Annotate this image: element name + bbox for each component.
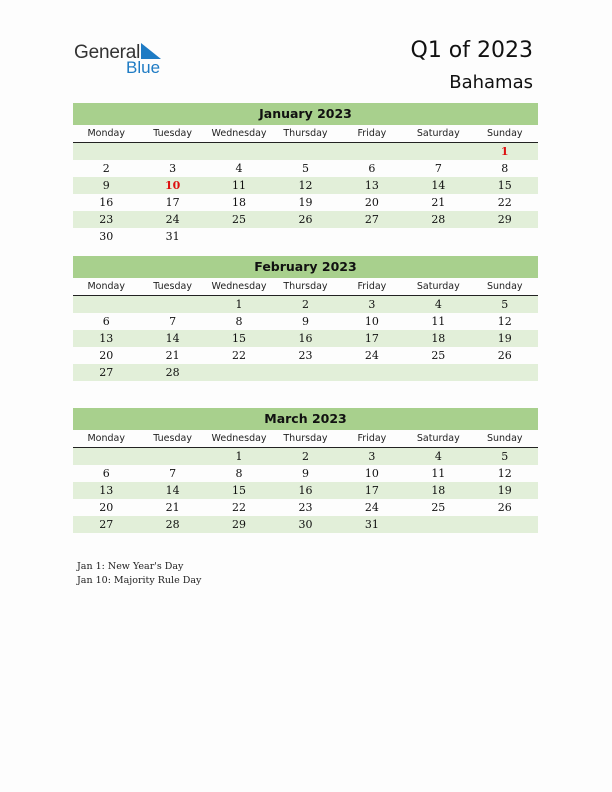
holiday-note: Jan 10: Majority Rule Day [77,575,202,586]
weekday-label: Monday [87,128,125,139]
weekday-label: Thursday [283,433,328,444]
weekday-label: Wednesday [211,281,267,292]
day-cell: 28 [431,213,446,226]
day-cell: 6 [368,162,376,175]
empty-day-cell [73,143,139,160]
day-cell: 7 [169,315,177,328]
logo-word-blue: Blue [126,58,161,77]
page-title: Q1 of 2023 [410,38,533,63]
empty-day-cell [472,364,538,381]
day-cell: 5 [501,298,509,311]
day-cell: 4 [434,298,442,311]
day-cell: 8 [501,162,509,175]
day-cell: 12 [497,315,512,328]
week-row [73,330,538,347]
weekday-label: Wednesday [211,433,267,444]
week-row [73,499,538,516]
empty-day-cell [339,228,405,245]
day-cell: 8 [235,467,243,480]
empty-day-cell [139,296,205,313]
day-cell: 6 [102,467,110,480]
empty-day-cell [206,228,272,245]
day-cell: 26 [298,213,313,226]
day-cell: 27 [364,213,379,226]
empty-day-cell [339,364,405,381]
weekday-header-row [73,125,538,143]
day-cell: 28 [165,518,180,531]
month-title: February 2023 [73,256,538,278]
day-cell: 14 [165,332,180,345]
day-cell: 8 [235,315,243,328]
empty-day-cell [272,228,338,245]
day-cell: 19 [497,484,512,497]
day-cell: 22 [232,349,247,362]
day-cell: 13 [364,179,379,192]
day-cell: 27 [99,518,114,531]
weekday-label: Sunday [486,433,523,444]
day-cell: 25 [431,501,446,514]
day-cell: 10 [364,467,379,480]
day-cell: 27 [99,366,114,379]
day-cell: 24 [364,349,379,362]
day-cell: 23 [298,349,313,362]
empty-day-cell [206,364,272,381]
day-cell: 17 [364,484,379,497]
empty-day-cell [405,143,471,160]
day-cell: 14 [431,179,446,192]
country-name: Bahamas [449,72,533,93]
week-row [73,143,538,160]
day-cell: 13 [99,332,114,345]
empty-day-cell [472,516,538,533]
day-cell: 22 [232,501,247,514]
empty-day-cell [139,448,205,465]
day-cell: 1 [500,145,509,158]
day-cell: 28 [165,366,180,379]
weekday-label: Friday [357,433,387,444]
day-cell: 7 [434,162,442,175]
weekday-label: Friday [357,281,387,292]
weekday-label: Thursday [283,281,328,292]
empty-day-cell [405,516,471,533]
empty-day-cell [73,296,139,313]
weekday-label: Tuesday [153,433,192,444]
weekday-label: Tuesday [153,128,192,139]
day-cell: 30 [99,230,114,243]
day-cell: 19 [298,196,313,209]
weekday-label: Monday [87,433,125,444]
day-cell: 25 [431,349,446,362]
weekday-label: Saturday [416,128,460,139]
day-cell: 16 [298,484,313,497]
day-cell: 23 [298,501,313,514]
day-cell: 16 [298,332,313,345]
empty-day-cell [405,228,471,245]
day-cell: 5 [501,450,509,463]
day-cell: 12 [298,179,313,192]
week-row [73,448,538,465]
day-cell: 12 [497,467,512,480]
empty-day-cell [139,143,205,160]
weekday-label: Sunday [486,128,523,139]
day-cell: 31 [364,518,379,531]
day-cell: 13 [99,484,114,497]
generalblue-logo [74,42,174,78]
day-cell: 24 [165,213,180,226]
day-cell: 29 [232,518,247,531]
weekday-label: Saturday [416,433,460,444]
day-cell: 15 [232,332,247,345]
weekday-label: Monday [87,281,125,292]
day-cell: 6 [102,315,110,328]
month-title: January 2023 [73,103,538,125]
week-row [73,211,538,228]
day-cell: 4 [434,450,442,463]
empty-day-cell [472,228,538,245]
week-row [73,364,538,381]
week-row [73,516,538,533]
day-cell: 26 [497,501,512,514]
day-cell: 2 [102,162,110,175]
day-cell: 19 [497,332,512,345]
day-cell: 23 [99,213,114,226]
day-cell: 14 [165,484,180,497]
month-calendar [73,103,538,245]
day-cell: 21 [165,349,180,362]
day-cell: 24 [364,501,379,514]
empty-day-cell [73,448,139,465]
day-cell: 15 [232,484,247,497]
day-cell: 9 [301,467,309,480]
week-row [73,347,538,364]
empty-day-cell [206,143,272,160]
day-cell: 17 [165,196,180,209]
day-cell: 26 [497,349,512,362]
day-cell: 25 [232,213,247,226]
weekday-header-row [73,430,538,448]
day-cell: 4 [235,162,243,175]
weekday-label: Thursday [283,128,328,139]
day-cell: 9 [301,315,309,328]
week-row [73,465,538,482]
day-cell: 30 [298,518,313,531]
weekday-header-row [73,278,538,296]
day-cell: 20 [99,501,114,514]
day-cell: 2 [301,298,309,311]
month-calendar [73,408,538,533]
week-row [73,194,538,211]
day-cell: 21 [165,501,180,514]
day-cell: 22 [497,196,512,209]
empty-day-cell [272,364,338,381]
day-cell: 9 [102,179,110,192]
day-cell: 11 [431,315,446,328]
holiday-notes [77,560,201,588]
week-row [73,177,538,194]
day-cell: 3 [169,162,177,175]
weekday-label: Saturday [416,281,460,292]
day-cell: 20 [99,349,114,362]
weekday-label: Wednesday [211,128,267,139]
day-cell: 10 [164,179,181,192]
week-row [73,296,538,313]
month-title: March 2023 [73,408,538,430]
day-cell: 7 [169,467,177,480]
empty-day-cell [405,364,471,381]
day-cell: 18 [431,332,446,345]
day-cell: 2 [301,450,309,463]
logo-word-general: General [74,42,141,63]
day-cell: 1 [235,298,243,311]
day-cell: 20 [364,196,379,209]
day-cell: 29 [497,213,512,226]
month-calendar [73,256,538,381]
day-cell: 3 [368,450,376,463]
week-row [73,482,538,499]
week-row [73,228,538,245]
weekday-label: Tuesday [153,281,192,292]
weekday-label: Friday [357,128,387,139]
day-cell: 18 [232,196,247,209]
holiday-note: Jan 1: New Year's Day [77,561,184,572]
day-cell: 18 [431,484,446,497]
day-cell: 21 [431,196,446,209]
weekday-label: Sunday [486,281,523,292]
day-cell: 31 [165,230,180,243]
empty-day-cell [272,143,338,160]
week-row [73,160,538,177]
day-cell: 11 [232,179,247,192]
day-cell: 1 [235,450,243,463]
day-cell: 11 [431,467,446,480]
empty-day-cell [339,143,405,160]
day-cell: 10 [364,315,379,328]
day-cell: 3 [368,298,376,311]
day-cell: 16 [99,196,114,209]
day-cell: 5 [301,162,309,175]
week-row [73,313,538,330]
day-cell: 15 [497,179,512,192]
day-cell: 17 [364,332,379,345]
